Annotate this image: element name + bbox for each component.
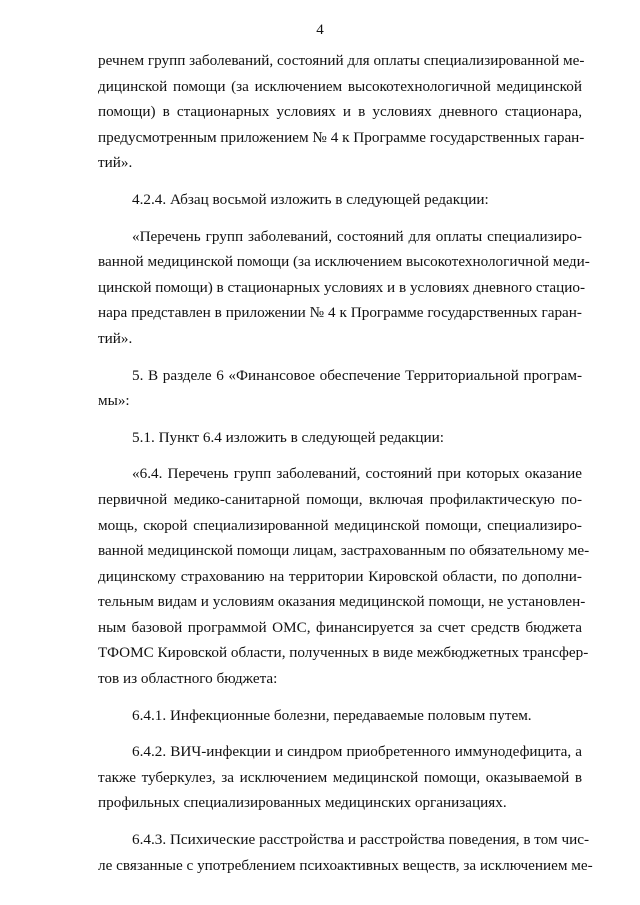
text-line: ным базовой программой ОМС, финансируется за счет средств бюджета	[98, 618, 582, 636]
paragraph-gap	[98, 728, 582, 739]
text-line: помощи) в стационарных условиях и в условиях дневного стационара,	[98, 103, 582, 121]
text-line: также туберкулез, за исключением медицинской помощи, оказываемой в	[98, 768, 582, 786]
paragraph	[98, 739, 582, 816]
text-line: мы»:	[98, 392, 130, 410]
paragraph	[98, 48, 585, 176]
paragraph	[98, 224, 590, 352]
text-line: тий».	[98, 154, 133, 172]
paragraph-gap	[98, 450, 582, 461]
text-line: цинской помощи) в стационарных условиях и в условиях дневного стацио-	[98, 278, 586, 296]
text-line: предусмотренным приложением № 4 к Программе государственных гаран-	[98, 128, 585, 146]
paragraph-gap	[98, 414, 582, 425]
text-line: 6.4.1. Инфекционные болезни, передаваемые половым путем.	[132, 706, 532, 724]
paragraph	[98, 187, 582, 213]
text-line: тов из областного бюджета:	[98, 670, 278, 688]
document-body	[98, 48, 593, 878]
page-number: 4	[316, 22, 324, 38]
text-line: 6.4.2. ВИЧ-инфекции и синдром приобретенного иммунодефицита, а	[132, 743, 582, 761]
paragraph-gap	[98, 352, 582, 363]
text-line: мощь, скорой специализированной медицинской помощи, специализиро-	[98, 516, 582, 534]
text-line: речнем групп заболеваний, состояний для оплаты специализированной ме-	[98, 52, 585, 69]
paragraph-gap	[98, 692, 582, 703]
text-line: тельным видам и условиям оказания медицинской помощи, не установлен-	[98, 593, 586, 611]
text-line: нара представлен в приложении № 4 к Программе государственных гаран-	[98, 304, 582, 322]
text-line: 5.1. Пункт 6.4 изложить в следующей редакции:	[132, 428, 445, 446]
text-line: дицинской помощи (за исключением высокотехнологичной медицинской	[98, 77, 582, 95]
text-line: дицинскому страхованию на территории Кировской области, по дополни-	[98, 567, 582, 585]
text-line: «Перечень групп заболеваний, состояний для оплаты специализиро-	[132, 227, 582, 245]
text-line: профильных специализированных медицинских организациях.	[98, 794, 507, 812]
text-line: первичной медико-санитарной помощи, включая профилактическую по-	[98, 490, 582, 508]
paragraph-gap	[98, 213, 582, 224]
paragraph	[98, 461, 590, 691]
text-line: ле связанные с употреблением психоактивных веществ, за исключением ме-	[98, 856, 593, 874]
text-line: ванной медицинской помощи (за исключением высокотехнологичной меди-	[98, 253, 590, 271]
paragraph	[98, 363, 582, 414]
paragraph	[98, 425, 582, 451]
text-line: 6.4.3. Психические расстройства и расстройства поведения, в том чис-	[132, 831, 590, 849]
text-line: ТФОМС Кировской области, полученных в виде межбюджетных трансфер-	[98, 644, 589, 662]
text-line: 5. В разделе 6 «Финансовое обеспечение Территориальной програм-	[132, 366, 582, 384]
paragraph	[98, 827, 593, 878]
paragraph	[98, 703, 582, 729]
paragraph-gap	[98, 176, 582, 187]
text-line: 4.2.4. Абзац восьмой изложить в следующей редакции:	[132, 190, 489, 208]
text-line: тий».	[98, 329, 133, 347]
text-line: «6.4. Перечень групп заболеваний, состояний при которых оказание	[132, 465, 582, 483]
text-line: ванной медицинской помощи лицам, застрахованным по обязательному ме-	[98, 542, 590, 560]
paragraph-gap	[98, 816, 582, 827]
